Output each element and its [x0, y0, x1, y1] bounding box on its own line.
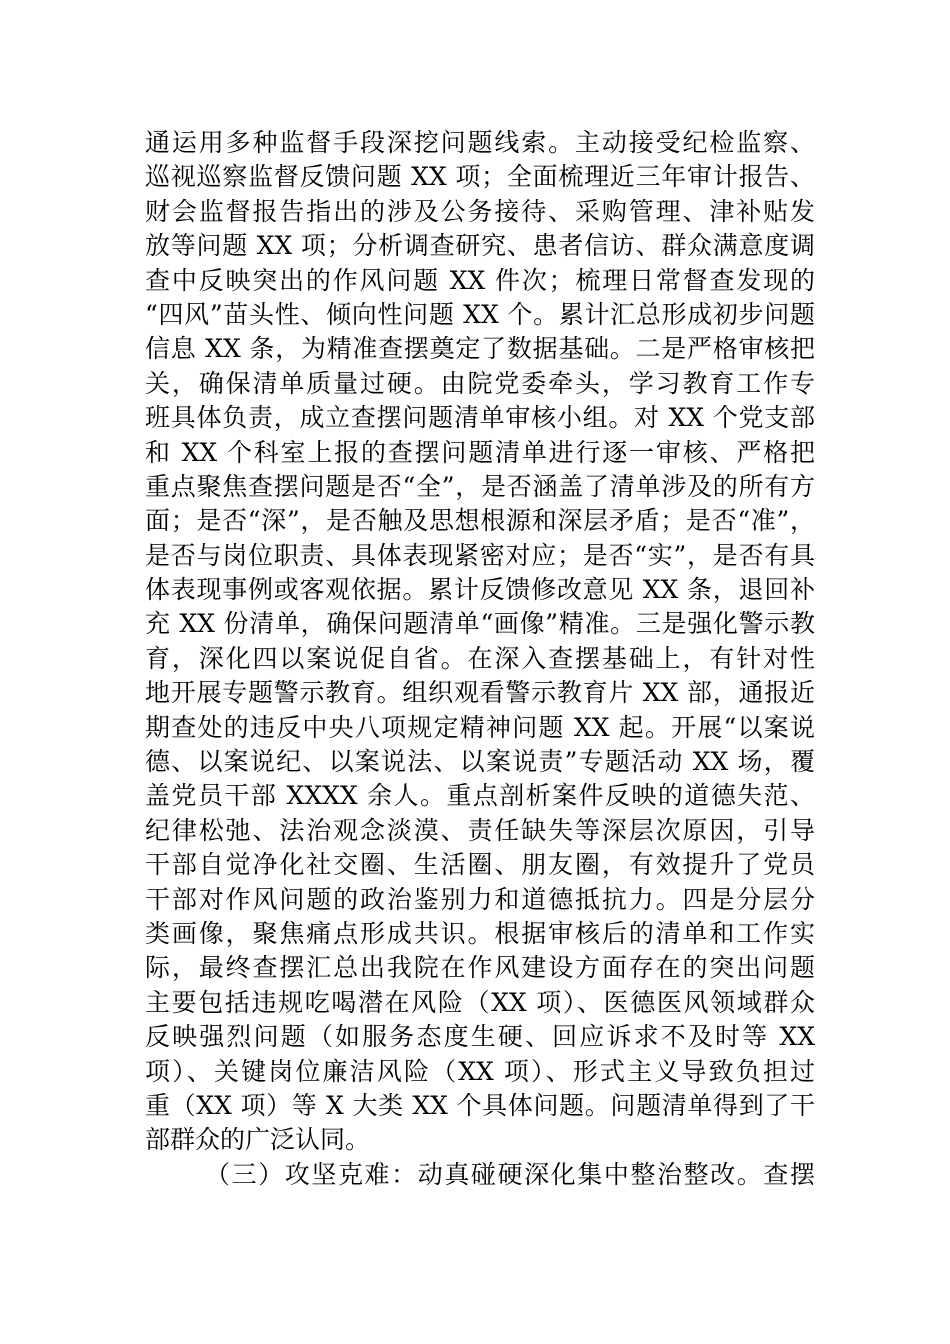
text-line: 干部对作风问题的政治鉴别力和道德抵抗力。四是分层分	[145, 884, 815, 914]
text-line: 重（XX 项）等 X 大类 XX 个具体问题。问题清单得到了干	[145, 1090, 815, 1120]
document-body-text	[145, 126, 815, 1192]
text-line: “四风”苗头性、倾向性问题 XX 个。累计汇总形成初步问题	[145, 299, 815, 329]
text-line: 放等问题 XX 项；分析调查研究、患者信访、群众满意度调	[145, 231, 815, 261]
text-line-last: 部群众的广泛认同。	[145, 1125, 371, 1155]
text-line: 充 XX 份清单，确保问题清单“画像”精准。三是强化警示教	[145, 609, 815, 639]
text-line: 期查处的违反中央八项规定精神问题 XX 起。开展“以案说	[145, 712, 815, 742]
text-line: 财会监督报告指出的涉及公务接待、采购管理、津补贴发	[145, 196, 815, 226]
text-line: 体表现事例或客观依据。累计反馈修改意见 XX 条，退回补	[145, 575, 815, 605]
text-line: 类画像，聚焦痛点形成共识。根据审核后的清单和工作实	[145, 918, 815, 948]
text-line: 际，最终查摆汇总出我院在作风建设方面存在的突出问题	[145, 953, 815, 983]
text-line: 项）、关键岗位廉洁风险（XX 项）、形式主义导致负担过	[145, 1056, 815, 1086]
text-line: 盖党员干部 XXXX 余人。重点剖析案件反映的道德失范、	[145, 781, 815, 811]
text-line: 纪律松弛、法治观念淡漠、责任缺失等深层次原因，引导	[145, 815, 815, 845]
text-line: 地开展专题警示教育。组织观看警示教育片 XX 部，通报近	[145, 678, 815, 708]
text-line: 反映强烈问题（如服务态度生硬、回应诉求不及时等 XX	[145, 1022, 815, 1052]
text-line: 重点聚焦查摆问题是否“全”，是否涵盖了清单涉及的所有方	[145, 471, 815, 501]
text-line: 是否与岗位职责、具体表现紧密对应；是否“实”，是否有具	[145, 540, 815, 570]
text-line: 巡视巡察监督反馈问题 XX 项；全面梳理近三年审计报告、	[145, 162, 815, 192]
text-line: 面；是否“深”，是否触及思想根源和深层矛盾；是否“准”，	[145, 506, 815, 536]
text-line: 查中反映突出的作风问题 XX 件次；梳理日常督查发现的	[145, 265, 815, 295]
text-line: 通运用多种监督手段深挖问题线索。主动接受纪检监察、	[145, 128, 815, 157]
text-line: 信息 XX 条，为精准查摆奠定了数据基础。二是严格审核把	[145, 334, 815, 364]
text-line: 班具体负责，成立查摆问题清单审核小组。对 XX 个党支部	[145, 403, 815, 433]
text-line: 德、以案说纪、以案说法、以案说责”专题活动 XX 场，覆	[145, 747, 815, 777]
text-line: 育，深化四以案说促自省。在深入查摆基础上，有针对性	[145, 643, 815, 673]
text-line: 和 XX 个科室上报的查摆问题清单进行逐一审核、严格把	[145, 437, 815, 467]
text-line: 关，确保清单质量过硬。由院党委牵头，学习教育工作专	[145, 368, 815, 398]
section-heading-line: （三）攻坚克难：动真碰硬深化集中整治整改。查摆	[205, 1159, 815, 1189]
text-line: 主要包括违规吃喝潜在风险（XX 项）、医德医风领域群众	[145, 987, 815, 1017]
text-line: 干部自觉净化社交圈、生活圈、朋友圈，有效提升了党员	[145, 850, 815, 880]
